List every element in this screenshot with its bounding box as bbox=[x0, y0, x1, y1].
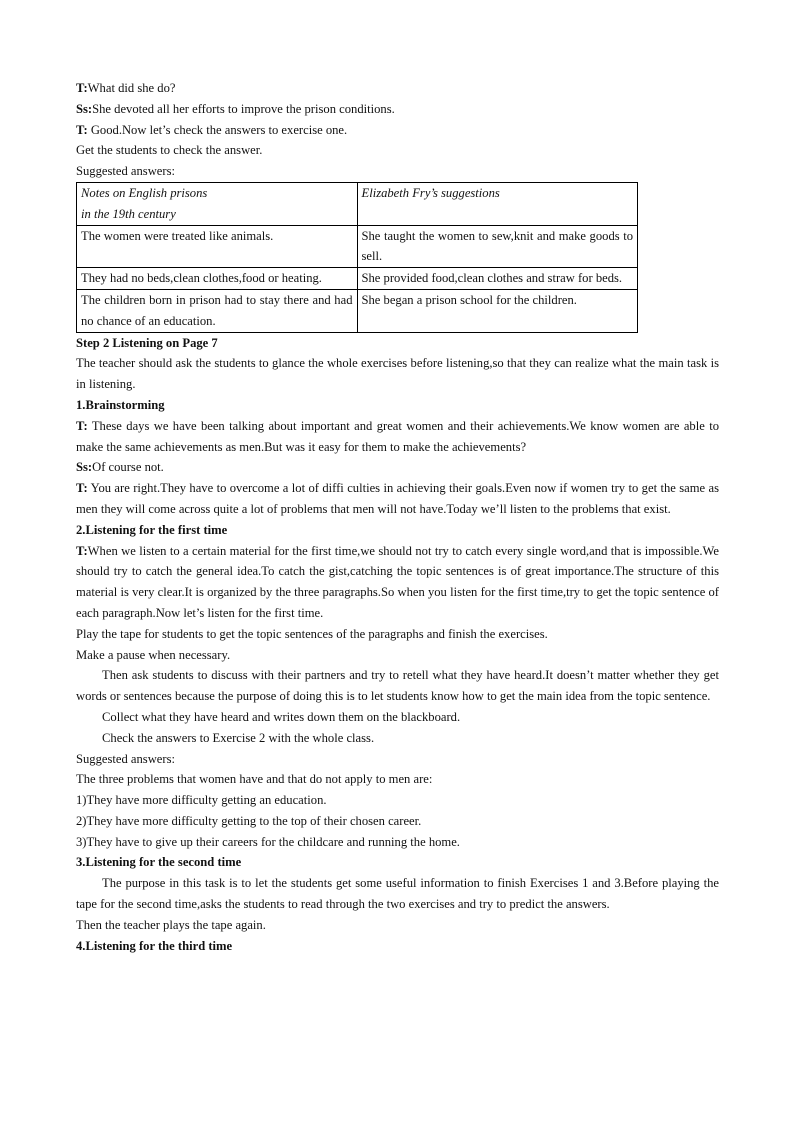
speaker-label: Ss: bbox=[76, 460, 93, 475]
section-heading: 1.Brainstorming bbox=[76, 397, 165, 412]
instruction-text: Get the students to check the answer. bbox=[76, 143, 263, 158]
dialogue-line bbox=[76, 457, 719, 478]
table-cell: They had no beds,clean clothes,food or heating. bbox=[77, 268, 358, 290]
table-header-cell: Elizabeth Fry’s suggestions bbox=[357, 182, 638, 225]
table-row bbox=[77, 289, 638, 332]
table-cell: The women were treated like animals. bbox=[77, 225, 358, 268]
paragraph: The purpose in this task is to let the students get some useful information to finish Exercises 1 and 3.Before playing the tape for the second time,asks the students to read through the two exercises and try to predict the answers. bbox=[76, 876, 719, 912]
table-cell: She provided food,clean clothes and straw for beds. bbox=[357, 268, 638, 290]
speaker-label: Ss: bbox=[76, 101, 93, 116]
table-cell: She began a prison school for the children. bbox=[357, 289, 638, 332]
suggested-answers-label: Suggested answers: bbox=[76, 164, 175, 179]
dialogue-line bbox=[76, 99, 719, 120]
list-item: 1)They have more difficulty getting an education. bbox=[76, 793, 327, 808]
document-page bbox=[76, 78, 719, 956]
section-heading: 4.Listening for the third time bbox=[76, 938, 233, 953]
table-cell: The children born in prison had to stay there and had no chance of an education. bbox=[77, 289, 358, 332]
dialogue-text: What did she do? bbox=[87, 81, 176, 95]
dialogue-text: Of course not. bbox=[92, 460, 164, 475]
paragraph: The three problems that women have and that do not apply to men are: bbox=[76, 772, 433, 787]
suggested-answers-label: Suggested answers: bbox=[76, 751, 175, 766]
speaker-label: T: bbox=[76, 418, 88, 433]
table-row bbox=[77, 225, 638, 268]
speaker-label: T: bbox=[76, 481, 88, 496]
dialogue-line bbox=[76, 78, 719, 99]
paragraph: The teacher should ask the students to glance the whole exercises before listening,so that they can realize what the main task is in listening. bbox=[76, 356, 719, 392]
speaker-label: T: bbox=[76, 81, 88, 95]
paragraph: Then ask students to discuss with their partners and try to retell what they have heard.It doesn’t matter whether they get words or sentences because the purpose of doing this is to let students know how to get the main idea from the topic sentence. bbox=[76, 668, 719, 704]
paragraph: Check the answers to Exercise 2 with the whole class. bbox=[102, 730, 375, 745]
dialogue-text: These days we have been talking about important and great women and their achievements.We know women are able to make the same achievements as men.But was it easy for them to make the achievements? bbox=[76, 418, 719, 454]
dialogue-line bbox=[76, 478, 719, 520]
section-heading: 3.Listening for the second time bbox=[76, 855, 242, 870]
dialogue-line bbox=[76, 541, 719, 624]
paragraph: Make a pause when necessary. bbox=[76, 647, 231, 662]
section-heading: 2.Listening for the first time bbox=[76, 522, 228, 537]
speaker-label: T: bbox=[76, 543, 88, 558]
paragraph: Collect what they have heard and writes down them on the blackboard. bbox=[102, 709, 461, 724]
speaker-label: T: bbox=[76, 122, 88, 137]
table-header-row bbox=[77, 182, 638, 225]
dialogue-text: Good.Now let’s check the answers to exercise one. bbox=[90, 122, 348, 137]
table-header-cell: Notes on English prisons in the 19th century bbox=[77, 182, 358, 225]
table-row bbox=[77, 268, 638, 290]
paragraph: Then the teacher plays the tape again. bbox=[76, 917, 266, 932]
dialogue-text: When we listen to a certain material for the first time,we should not try to catch every single word,and that is impossible.We should try to catch the general idea.To catch the gist,catching the topic sentences is of great importance.The structure of this material is very clear.It is organized by the three paragraphs.So when you listen for the first time,try to get the topic sentence of each paragraph.Now let’s listen for the first time. bbox=[76, 543, 719, 620]
table-cell: She taught the women to sew,knit and make goods to sell. bbox=[357, 225, 638, 268]
dialogue-text: You are right.They have to overcome a lot of diffi culties in achieving their goals.Even now if women try to get the same as men they will come across quite a lot of problems that men will not have.Today we’ll listen to the problems that exist. bbox=[76, 481, 720, 516]
section-heading: Step 2 Listening on Page 7 bbox=[76, 335, 218, 350]
answers-table bbox=[76, 182, 638, 333]
dialogue-text: She devoted all her efforts to improve the prison conditions. bbox=[92, 101, 395, 116]
list-item: 2)They have more difficulty getting to the top of their chosen career. bbox=[76, 813, 422, 828]
paragraph: Play the tape for students to get the topic sentences of the paragraphs and finish the exercises. bbox=[76, 626, 548, 641]
dialogue-line bbox=[76, 120, 719, 141]
list-item: 3)They have to give up their careers for the childcare and running the home. bbox=[76, 834, 460, 849]
dialogue-line bbox=[76, 416, 719, 458]
